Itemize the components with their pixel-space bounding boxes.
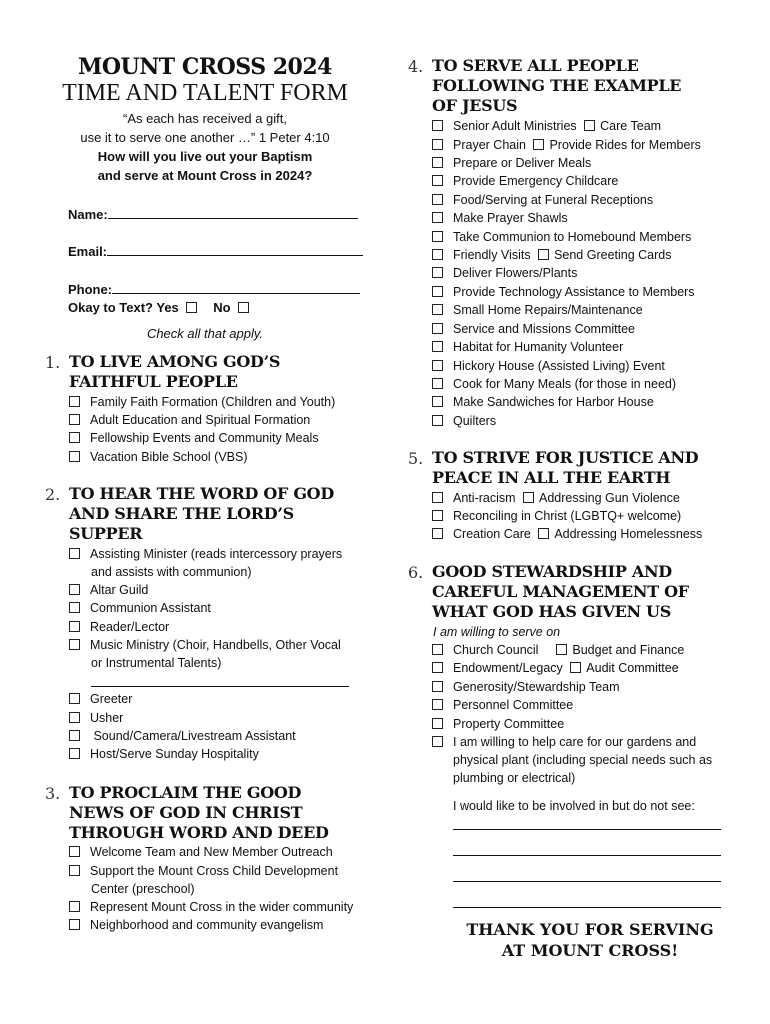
- list-item[interactable]: Vacation Bible School (VBS): [69, 448, 248, 466]
- list-item[interactable]: Take Communion to Homebound Members: [432, 228, 691, 246]
- checkbox[interactable]: [432, 304, 443, 315]
- list-item[interactable]: Service and Missions Committee: [432, 320, 635, 338]
- list-item[interactable]: Prayer Chain Provide Rides for Members: [432, 136, 701, 154]
- list-item[interactable]: Reader/Lector: [69, 618, 169, 636]
- checkbox[interactable]: [432, 231, 443, 242]
- phone-field[interactable]: [68, 281, 360, 297]
- section-heading: PEACE IN ALL THE EARTH: [432, 468, 671, 487]
- list-item[interactable]: Make Sandwiches for Harbor House: [432, 393, 654, 411]
- checkbox[interactable]: [69, 584, 80, 595]
- list-item[interactable]: Habitat for Humanity Volunteer: [432, 338, 623, 356]
- list-item[interactable]: Assisting Minister (reads intercessory prayers: [69, 545, 342, 563]
- write-in-line[interactable]: [453, 907, 721, 908]
- text-no-checkbox[interactable]: [238, 302, 249, 313]
- checkbox[interactable]: [432, 249, 443, 260]
- list-item[interactable]: Property Committee: [432, 715, 564, 733]
- checkbox[interactable]: [432, 681, 443, 692]
- checkbox[interactable]: [69, 602, 80, 613]
- list-item[interactable]: Food/Serving at Funeral Receptions: [432, 191, 653, 209]
- checkbox[interactable]: [533, 139, 544, 150]
- list-item[interactable]: Represent Mount Cross in the wider community: [69, 898, 353, 916]
- list-item-continued: physical plant (including special needs such as: [453, 753, 713, 767]
- text-permission: [68, 300, 254, 315]
- text-yes-label: Okay to Text? Yes: [68, 300, 179, 315]
- checkbox[interactable]: [432, 396, 443, 407]
- form-title: MOUNT CROSS 2024: [78, 54, 332, 80]
- checkbox[interactable]: [432, 267, 443, 278]
- checkbox[interactable]: [69, 846, 80, 857]
- checkbox[interactable]: [432, 492, 443, 503]
- section-heading: SUPPER: [69, 524, 143, 543]
- checkbox[interactable]: [69, 396, 80, 407]
- list-item[interactable]: Fellowship Events and Community Meals: [69, 429, 319, 447]
- checkbox[interactable]: [432, 212, 443, 223]
- question-line-1: How will you live out your Baptism: [97, 149, 313, 164]
- text-yes-checkbox[interactable]: [186, 302, 197, 313]
- checkbox[interactable]: [432, 662, 443, 673]
- section-heading: WHAT GOD HAS GIVEN US: [432, 602, 671, 621]
- section-heading: GOOD STEWARDSHIP AND: [432, 562, 672, 581]
- list-item[interactable]: Deliver Flowers/Plants: [432, 264, 577, 282]
- section-number: 2.: [45, 485, 61, 504]
- thank-you-line-1: THANK YOU FOR SERVING: [466, 920, 714, 939]
- list-item[interactable]: Creation Care Addressing Homelessness: [432, 525, 702, 543]
- checkbox[interactable]: [69, 748, 80, 759]
- text-no-label: No: [213, 300, 231, 315]
- checkbox[interactable]: [432, 718, 443, 729]
- checkbox[interactable]: [69, 451, 80, 462]
- willing-note: I am willing to serve on: [433, 625, 561, 639]
- checkbox[interactable]: [432, 528, 443, 539]
- checkbox[interactable]: [538, 528, 549, 539]
- list-item[interactable]: Hickory House (Assisted Living) Event: [432, 357, 665, 375]
- list-item[interactable]: Generosity/Stewardship Team: [432, 678, 620, 696]
- checkbox[interactable]: [432, 415, 443, 426]
- name-field[interactable]: [68, 206, 358, 222]
- list-item[interactable]: Provide Emergency Childcare: [432, 172, 618, 190]
- list-item[interactable]: Prepare or Deliver Meals: [432, 154, 591, 172]
- section-number: 4.: [408, 57, 424, 76]
- phone-label: Phone:: [68, 282, 113, 297]
- checkbox[interactable]: [432, 157, 443, 168]
- list-item[interactable]: Reconciling in Christ (LGBTQ+ welcome): [432, 507, 681, 525]
- checkbox[interactable]: [69, 621, 80, 632]
- list-item[interactable]: Provide Technology Assistance to Members: [432, 283, 695, 301]
- write-in-line[interactable]: [453, 855, 721, 856]
- checkbox[interactable]: [69, 865, 80, 876]
- list-item-continued: or Instrumental Talents): [91, 656, 222, 670]
- checkbox[interactable]: [69, 639, 80, 650]
- quote-line-2: use it to serve one another …” 1 Peter 4:10: [80, 130, 330, 145]
- checkbox[interactable]: [432, 644, 443, 655]
- checkbox[interactable]: [584, 120, 595, 131]
- section-heading: THROUGH WORD AND DEED: [69, 823, 329, 842]
- checkbox[interactable]: [69, 432, 80, 443]
- checkbox[interactable]: [432, 323, 443, 334]
- checkbox[interactable]: [556, 644, 567, 655]
- list-item[interactable]: Greeter: [69, 690, 132, 708]
- list-item[interactable]: Usher: [69, 709, 123, 727]
- list-item[interactable]: Altar Guild: [69, 581, 148, 599]
- checkbox[interactable]: [432, 120, 443, 131]
- section-heading: FAITHFUL PEOPLE: [69, 372, 238, 391]
- section-heading: TO HEAR THE WORD OF GOD: [69, 484, 334, 503]
- checkbox[interactable]: [432, 194, 443, 205]
- quote-line-1: “As each has received a gift,: [122, 111, 288, 126]
- section-heading: TO PROCLAIM THE GOOD: [69, 783, 302, 802]
- list-item[interactable]: Communion Assistant: [69, 599, 211, 617]
- section-number: 6.: [408, 563, 424, 582]
- checkbox[interactable]: [432, 139, 443, 150]
- checkbox[interactable]: [538, 249, 549, 260]
- checkbox[interactable]: [69, 712, 80, 723]
- section-heading: TO LIVE AMONG GOD’S: [69, 352, 281, 371]
- list-item[interactable]: Senior Adult Ministries Care Team: [432, 117, 661, 135]
- form-subtitle: TIME AND TALENT FORM: [62, 80, 348, 106]
- list-item[interactable]: Endowment/Legacy Audit Committee: [432, 659, 679, 677]
- list-item-continued: and assists with communion): [91, 565, 252, 579]
- list-item[interactable]: Family Faith Formation (Children and Youth): [69, 393, 335, 411]
- involved-note: I would like to be involved in but do not see:: [453, 799, 695, 813]
- section-heading: TO STRIVE FOR JUSTICE AND: [432, 448, 699, 467]
- list-item[interactable]: Small Home Repairs/Maintenance: [432, 301, 643, 319]
- email-field[interactable]: [68, 243, 363, 259]
- write-in-line[interactable]: [453, 829, 721, 830]
- list-item[interactable]: Adult Education and Spiritual Formation: [69, 411, 310, 429]
- checkbox[interactable]: [69, 548, 80, 559]
- write-in-line[interactable]: [91, 686, 349, 687]
- checkbox[interactable]: [69, 901, 80, 912]
- check-all-note: Check all that apply.: [146, 326, 264, 341]
- list-item[interactable]: I am willing to help care for our gardens and: [432, 733, 696, 751]
- section-number: 5.: [408, 449, 424, 468]
- section-heading: FOLLOWING THE EXAMPLE: [432, 76, 682, 95]
- section-heading: AND SHARE THE LORD’S: [69, 504, 294, 523]
- list-item[interactable]: Cook for Many Meals (for those in need): [432, 375, 676, 393]
- list-item[interactable]: Sound/Camera/Livestream Assistant: [69, 727, 296, 745]
- checkbox[interactable]: [570, 662, 581, 673]
- checkbox[interactable]: [69, 730, 80, 741]
- list-item[interactable]: Quilters: [432, 412, 496, 430]
- question-line-2: and serve at Mount Cross in 2024?: [97, 168, 313, 183]
- list-item-continued: plumbing or electrical): [453, 771, 576, 785]
- checkbox[interactable]: [432, 378, 443, 389]
- thank-you-line-2: AT MOUNT CROSS!: [501, 941, 679, 960]
- write-in-line[interactable]: [453, 881, 721, 882]
- name-label: Name:: [68, 207, 108, 222]
- checkbox[interactable]: [432, 360, 443, 371]
- checkbox[interactable]: [69, 919, 80, 930]
- list-item[interactable]: Personnel Committee: [432, 696, 573, 714]
- email-label: Email:: [68, 244, 108, 259]
- section-heading: TO SERVE ALL PEOPLE: [432, 56, 639, 75]
- list-item[interactable]: Host/Serve Sunday Hospitality: [69, 745, 259, 763]
- list-item[interactable]: Support the Mount Cross Child Development: [69, 862, 338, 880]
- list-item[interactable]: Anti-racism Addressing Gun Violence: [432, 489, 680, 507]
- checkbox[interactable]: [432, 175, 443, 186]
- checkbox[interactable]: [523, 492, 534, 503]
- checkbox[interactable]: [432, 341, 443, 352]
- section-number: 1.: [45, 353, 61, 372]
- checkbox[interactable]: [69, 414, 80, 425]
- list-item[interactable]: Church Council Budget and Finance: [432, 641, 684, 659]
- list-item[interactable]: Neighborhood and community evangelism: [69, 916, 323, 934]
- list-item[interactable]: Friendly Visits Send Greeting Cards: [432, 246, 672, 264]
- section-number: 3.: [45, 784, 61, 803]
- list-item-continued: Center (preschool): [91, 882, 195, 896]
- list-item[interactable]: Music Ministry (Choir, Handbells, Other Vocal: [69, 636, 341, 654]
- section-heading: NEWS OF GOD IN CHRIST: [69, 803, 303, 822]
- checkbox[interactable]: [432, 510, 443, 521]
- section-heading: OF JESUS: [432, 96, 518, 115]
- checkbox[interactable]: [432, 699, 443, 710]
- checkbox[interactable]: [69, 693, 80, 704]
- section-heading: CAREFUL MANAGEMENT OF: [432, 582, 689, 601]
- checkbox[interactable]: [432, 286, 443, 297]
- list-item[interactable]: Welcome Team and New Member Outreach: [69, 843, 333, 861]
- checkbox[interactable]: [432, 736, 443, 747]
- list-item[interactable]: Make Prayer Shawls: [432, 209, 568, 227]
